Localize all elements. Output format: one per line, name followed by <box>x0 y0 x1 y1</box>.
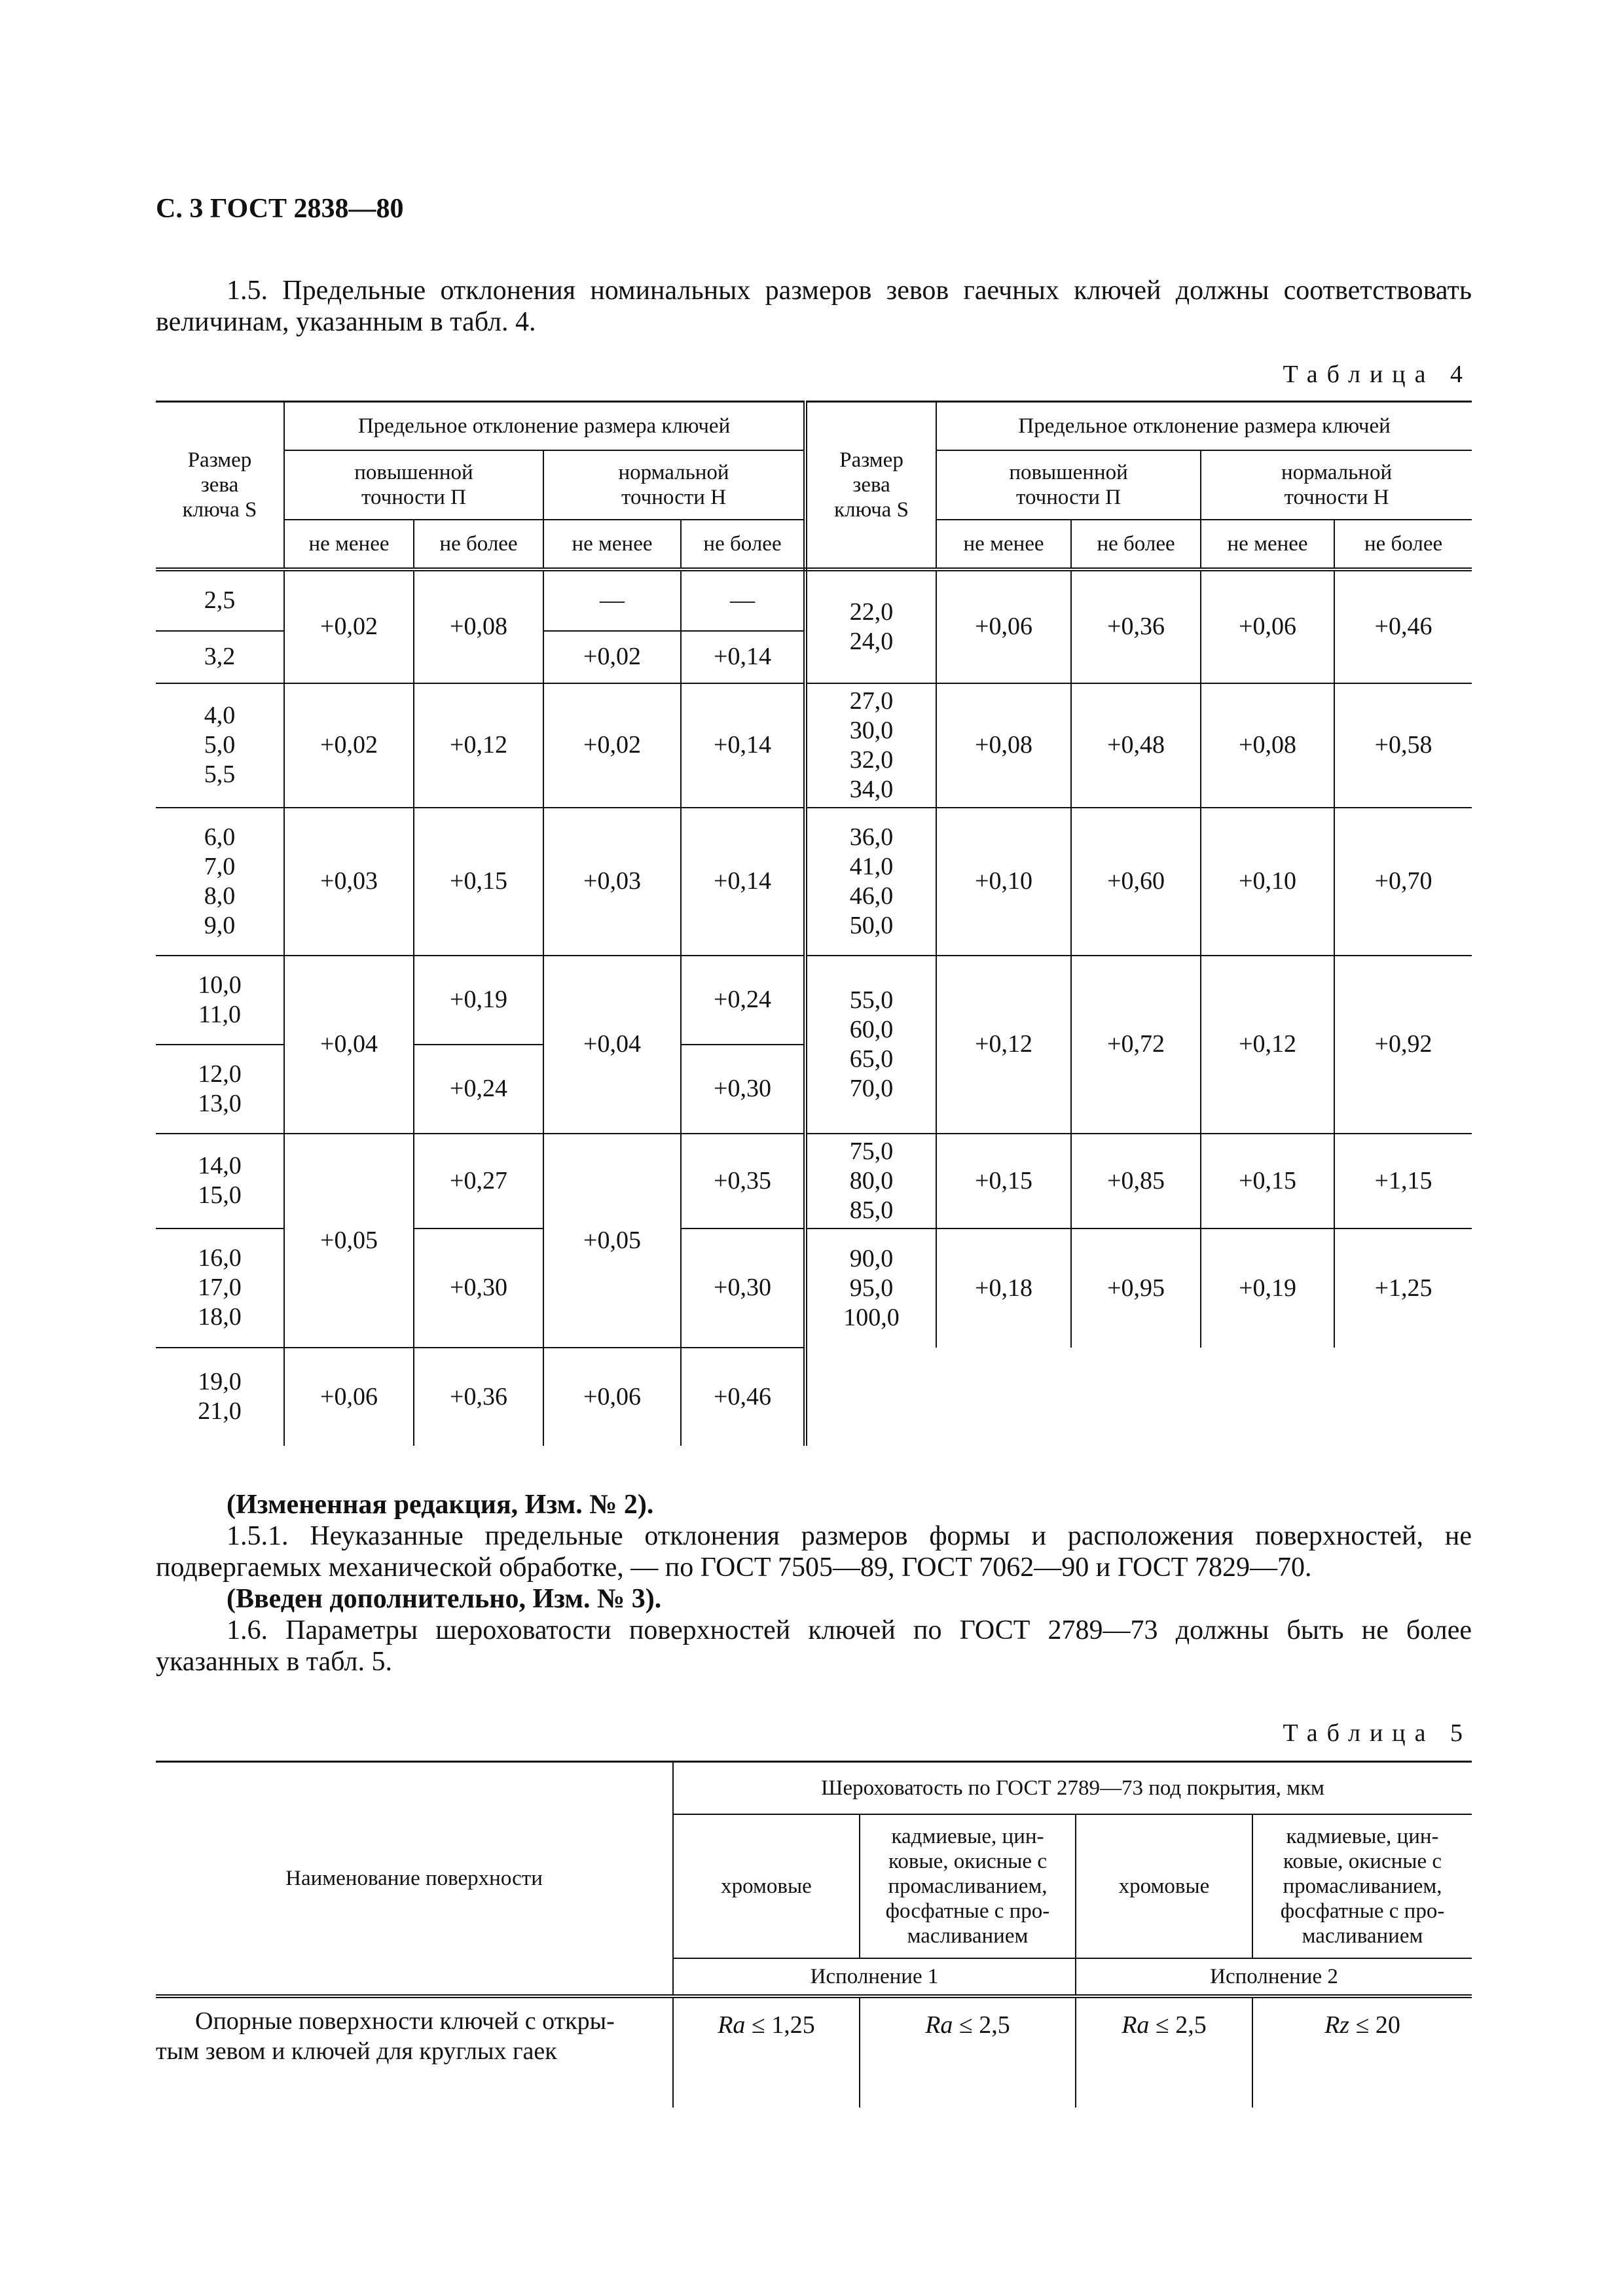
paragraph-1-5-1: 1.5.1. Неуказанные предельные отклонения размеров формы и расположения поверхностей, не подвергаемых механической обработке, — по ГОСТ 7505—89, ГОСТ 7062—90 и ГОСТ 7829—70. <box>156 1521 1472 1583</box>
chrome-header: хромовые <box>673 1814 860 1958</box>
middle-text <box>156 1489 1472 1677</box>
high-accuracy-header: повышенной точности П <box>936 450 1201 520</box>
surface-header: Наименование поверхности <box>156 1762 673 1996</box>
max-header: не более <box>681 520 805 569</box>
table-row: 12,0 13,0 +0,24 +0,30 <box>156 1045 1472 1134</box>
table-5-caption: Таблица 5 <box>1283 1719 1472 1747</box>
normal-accuracy-header: нормальной точности Н <box>1201 450 1472 520</box>
table-4 <box>156 401 1472 1446</box>
table-5 <box>156 1761 1472 2108</box>
table-4-caption: Таблица 4 <box>1283 361 1472 388</box>
size-header-right: Размер зева ключа S <box>805 402 936 569</box>
max-header: не более <box>414 520 543 569</box>
deviation-header-left: Предельное отклонение размера ключей <box>284 402 805 450</box>
normal-accuracy-header: нормальной точности Н <box>543 450 805 520</box>
table-row: 3,2 +0,02 +0,14 <box>156 631 1472 683</box>
paragraph-1-5: 1.5. Предельные отклонения номинальных размеров зевов гаечных ключей должны соответствовать величинам, указанным в табл. 4. <box>156 276 1472 337</box>
table-row: 6,0 7,0 8,0 9,0 +0,03 +0,15 +0,03 +0,14 36,0 41,0 46,0 50,0 +0,10 +0,60 +0,10 +0,70 <box>156 808 1472 956</box>
table-row: 19,0 21,0 +0,06 +0,36 +0,06 +0,46 <box>156 1348 1472 1446</box>
max-header: не более <box>1334 520 1472 569</box>
min-header: не менее <box>543 520 681 569</box>
execution-2-header: Исполнение 2 <box>1076 1958 1472 1996</box>
paragraph-1-6: 1.6. Параметры шероховатости поверхностей ключей по ГОСТ 2789—73 должны быть не более указанных в табл. 5. <box>156 1615 1472 1677</box>
surface-name: Опорные поверхности ключей с откры- тым зевом и ключей для круглых гаек <box>156 2007 615 2065</box>
chrome-header: хромовые <box>1076 1814 1252 1958</box>
table-row: 16,0 17,0 18,0 +0,30 +0,30 90,0 95,0 100,0 +0,18 +0,95 +0,19 +1,25 <box>156 1229 1472 1348</box>
note-amendment-2: (Измененная редакция, Изм. № 2). <box>227 1490 654 1520</box>
note-amendment-3: (Введен дополнительно, Изм. № 3). <box>227 1584 662 1614</box>
deviation-header-right: Предельное отклонение размера ключей <box>936 402 1472 450</box>
execution-1-header: Исполнение 1 <box>673 1958 1076 1996</box>
min-header: не менее <box>936 520 1071 569</box>
page-header: С. 3 ГОСТ 2838—80 <box>156 194 404 224</box>
table-row: 14,0 15,0 +0,05 +0,27 +0,05 +0,35 75,0 80,0 85,0 +0,15 +0,85 +0,15 +1,15 <box>156 1134 1472 1229</box>
max-header: не более <box>1071 520 1201 569</box>
high-accuracy-header: повышенной точности П <box>284 450 543 520</box>
roughness-header: Шероховатость по ГОСТ 2789—73 под покрытия, мкм <box>673 1762 1472 1814</box>
table-row: 10,0 11,0 +0,04 +0,19 +0,04 +0,24 55,0 60,0 65,0 70,0 +0,12 +0,72 +0,12 +0,92 <box>156 956 1472 1045</box>
min-header: не менее <box>284 520 414 569</box>
table-row: 2,5 +0,02 +0,08 — — 22,0 24,0 +0,06 +0,36 +0,06 +0,46 <box>156 569 1472 631</box>
min-header: не менее <box>1201 520 1334 569</box>
table-row: Опорные поверхности ключей с откры- тым зевом и ключей для круглых гаек Ra ≤ 1,25 Ra ≤ 2,5 Ra ≤ 2,5 Rz ≤ 20 <box>156 1996 1472 2108</box>
cadmium-header: кадмиевые, цин- ковые, окисные с промасливанием, фосфатные с про- масливанием <box>860 1814 1076 1958</box>
size-header-left: Размер зева ключа S <box>156 402 284 569</box>
table-row: 4,0 5,0 5,5 +0,02 +0,12 +0,02 +0,14 27,0 30,0 32,0 34,0 +0,08 +0,48 +0,08 +0,58 <box>156 683 1472 808</box>
cadmium-header: кадмиевые, цин- ковые, окисные с промасливанием, фосфатные с про- масливанием <box>1252 1814 1472 1958</box>
